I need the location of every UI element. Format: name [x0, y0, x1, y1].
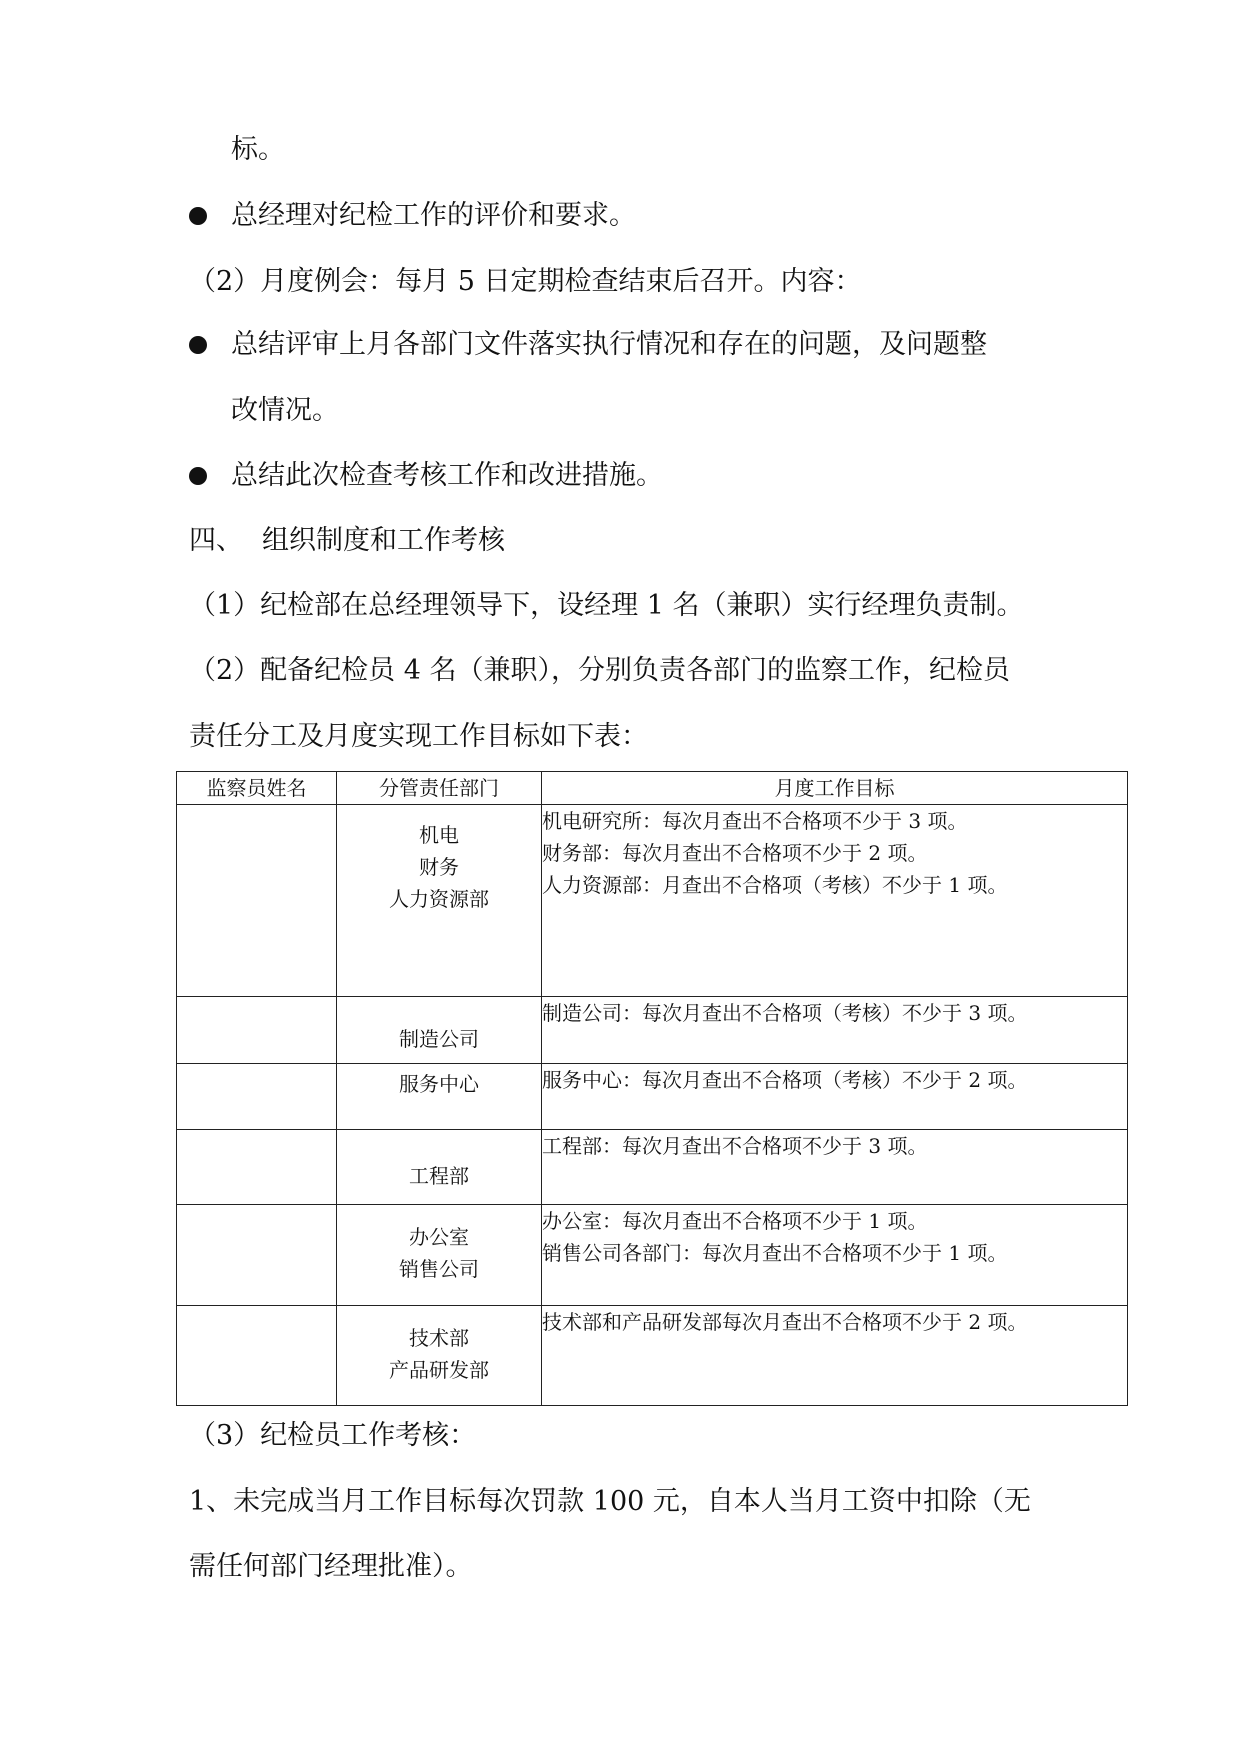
inspector-name-cell: [177, 1305, 337, 1405]
responsibility-table: [176, 771, 1128, 1406]
target-text: 机电研究所：每次月查出不合格项不少于 3 项。: [542, 809, 968, 833]
paragraph: （2）月度例会：每月 5 日定期检查结束后召开。内容：: [189, 266, 862, 297]
target-cell: [542, 1305, 1128, 1405]
header-monthly-target: 月度工作目标: [542, 772, 1128, 805]
department-name: 机电: [419, 823, 459, 847]
paragraph: （2）配备纪检员 4 名（兼职），分别负责各部门的监察工作，纪检员: [189, 655, 1011, 686]
target-text: 工程部：每次月查出不合格项不少于 3 项。: [542, 1134, 928, 1159]
table-row: [177, 1305, 1128, 1405]
paragraph: 1、未完成当月工作目标每次罚款 100 元，自本人当月工资中扣除（无: [189, 1486, 1031, 1517]
target-text: 人力资源部：月查出不合格项（考核）不少于 1 项。: [542, 873, 1008, 897]
paragraph: （1）纪检部在总经理领导下，设经理 1 名（兼职）实行经理负责制。: [189, 590, 1024, 621]
table-row: [177, 1205, 1128, 1305]
target-cell: [542, 805, 1128, 997]
bullet-item: 总结评审上月各部门文件落实执行情况和存在的问题，及问题整: [231, 329, 987, 360]
department-name: 工程部: [409, 1164, 469, 1189]
target-cell: [542, 1205, 1128, 1305]
bullet-dot-icon: [189, 336, 207, 354]
bullet-dot-icon: [189, 467, 207, 485]
target-text: 销售公司各部门：每次月查出不合格项不少于 1 项。: [542, 1241, 1008, 1266]
department-cell: [337, 1205, 542, 1305]
table-header-row: [177, 772, 1128, 805]
para-continuation: 标。: [231, 134, 285, 165]
bullet-dot-icon: [189, 207, 207, 225]
department-name: 办公室: [409, 1225, 469, 1250]
department-name: 财务: [419, 855, 459, 879]
table-row: [177, 996, 1128, 1063]
department-name: 销售公司: [399, 1257, 479, 1282]
paragraph: （3）纪检员工作考核：: [189, 1420, 477, 1451]
department-name: 技术部: [409, 1325, 469, 1350]
table-row: [177, 1063, 1128, 1129]
bullet-item-continuation: 改情况。: [231, 395, 339, 426]
target-text: 技术部和产品研发部每次月查出不合格项不少于 2 项。: [542, 1309, 1028, 1334]
inspector-name-cell: [177, 805, 337, 997]
department-cell: [337, 1305, 542, 1405]
department-cell: [337, 805, 542, 997]
header-department: 分管责任部门: [337, 772, 542, 805]
department-name: 产品研发部: [389, 1357, 489, 1382]
target-cell: [542, 996, 1128, 1063]
target-cell: [542, 1063, 1128, 1129]
inspector-name-cell: [177, 1063, 337, 1129]
inspector-name-cell: [177, 1130, 337, 1205]
department-cell: [337, 1063, 542, 1129]
target-text: 制造公司：每次月查出不合格项（考核）不少于 3 项。: [542, 1000, 1028, 1025]
table-row: [177, 1130, 1128, 1205]
department-cell: [337, 1130, 542, 1205]
target-text: 服务中心：每次月查出不合格项（考核）不少于 2 项。: [542, 1067, 1028, 1092]
section-heading: 组织制度和工作考核: [262, 525, 505, 556]
section-number: 四、: [189, 525, 243, 556]
inspector-name-cell: [177, 996, 337, 1063]
paragraph-continuation: 责任分工及月度实现工作目标如下表：: [189, 721, 648, 752]
header-inspector-name: 监察员姓名: [177, 772, 337, 805]
department-name: 人力资源部: [389, 887, 489, 911]
department-cell: [337, 996, 542, 1063]
paragraph-continuation: 需任何部门经理批准）。: [189, 1551, 473, 1582]
department-name: 服务中心: [399, 1071, 479, 1096]
bullet-item: 总经理对纪检工作的评价和要求。: [231, 200, 636, 231]
table-row: [177, 805, 1128, 997]
target-text: 财务部：每次月查出不合格项不少于 2 项。: [542, 841, 928, 865]
target-text: 办公室：每次月查出不合格项不少于 1 项。: [542, 1209, 928, 1234]
target-cell: [542, 1130, 1128, 1205]
department-name: 制造公司: [399, 1026, 479, 1051]
inspector-name-cell: [177, 1205, 337, 1305]
bullet-item: 总结此次检查考核工作和改进措施。: [231, 460, 663, 491]
